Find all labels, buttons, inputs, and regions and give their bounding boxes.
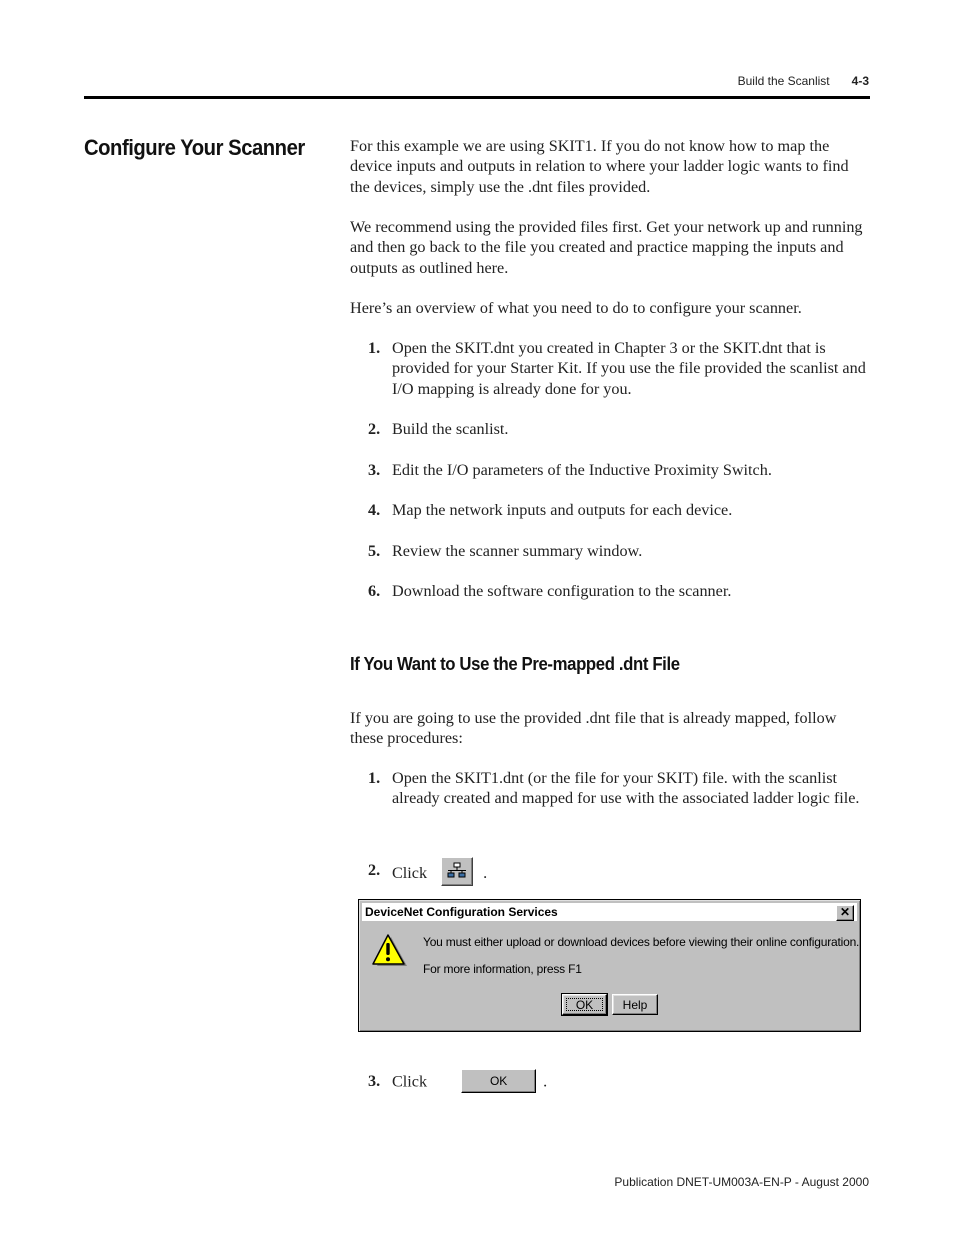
network-online-icon <box>447 862 467 880</box>
step-text: Map the network inputs and outputs for each device. <box>392 501 733 519</box>
ok-button[interactable] <box>562 994 607 1015</box>
premapped-step-3 <box>368 1071 873 1095</box>
overview-step <box>368 338 873 399</box>
step-number: 4. <box>368 501 381 519</box>
network-online-button[interactable] <box>441 857 473 886</box>
dialog-hint: For more information, press F1 <box>423 962 582 976</box>
step-text: Download the software configuration to the scanner. <box>392 582 732 600</box>
step-suffix: . <box>483 864 488 883</box>
header-section-title: Build the Scanlist <box>737 74 830 88</box>
step-number: 1. <box>368 339 381 357</box>
section-heading: Configure Your Scanner <box>84 135 305 160</box>
close-button[interactable]: ✕ <box>836 905 854 921</box>
overview-step <box>368 541 873 561</box>
overview-step <box>368 419 873 439</box>
step-text: Open the SKIT1.dnt (or the file for your SKIT) file. with the scanlist already created and mapped for use with the associated ladder logic file. <box>392 769 860 808</box>
step-number: 2. <box>368 861 381 879</box>
overview-step <box>368 500 873 520</box>
step-number: 5. <box>368 542 381 560</box>
premapped-intro: If you are going to use the provided .dnt file that is already mapped, follow these procedures: <box>350 709 837 748</box>
dialog-titlebar <box>362 903 857 921</box>
step-text: Open the SKIT.dnt you created in Chapter 3 or the SKIT.dnt that is provided for your Starter Kit. If you use the file provided the scanlist and I/O mapping is already done for you. <box>392 339 866 398</box>
header-rule <box>84 96 870 99</box>
overview-step <box>368 581 873 601</box>
step-text: Review the scanner summary window. <box>392 542 643 560</box>
ok-button-illustration[interactable]: OK <box>461 1069 536 1093</box>
step-number: 3. <box>368 1072 381 1090</box>
publication-footer: Publication DNET-UM003A-EN-P - August 2000 <box>614 1175 869 1189</box>
step-text: Click <box>392 864 428 883</box>
intro-paragraph-3: Here’s an overview of what you need to do to configure your scanner. <box>350 299 802 317</box>
dialog-message: You must either upload or download devices before viewing their online configuration. <box>423 935 860 949</box>
step-text: Build the scanlist. <box>392 420 509 438</box>
step-suffix: . <box>543 1072 548 1091</box>
step-number: 3. <box>368 461 381 479</box>
devicenet-dialog <box>358 899 861 1032</box>
intro-paragraph-2: We recommend using the provided files first. Get your network up and running and then go back to the file you created and practice mapping the inputs and outputs as outlined here. <box>350 218 863 277</box>
overview-step <box>368 460 873 480</box>
focus-ring <box>566 998 603 1011</box>
header-page-number: 4-3 <box>851 74 869 88</box>
step-number: 1. <box>368 769 381 787</box>
dialog-title: DeviceNet Configuration Services <box>365 905 558 919</box>
help-button[interactable]: Help <box>612 994 658 1015</box>
premapped-step-1 <box>368 768 873 809</box>
subsection-heading: If You Want to Use the Pre-mapped .dnt File <box>350 654 680 674</box>
intro-paragraph-1: For this example we are using SKIT1. If you do not know how to map the device inputs and outputs in relation to where your ladder logic wants to find the devices, simply use the .dnt files provided. <box>350 137 849 196</box>
step-number: 6. <box>368 582 381 600</box>
step-text: Click <box>392 1072 428 1091</box>
warning-icon <box>372 934 408 968</box>
step-number: 2. <box>368 420 381 438</box>
premapped-step-2 <box>368 860 873 889</box>
running-header <box>738 74 869 88</box>
ok-button-label: OK <box>575 998 594 1012</box>
step-text: Edit the I/O parameters of the Inductive Proximity Switch. <box>392 461 772 479</box>
